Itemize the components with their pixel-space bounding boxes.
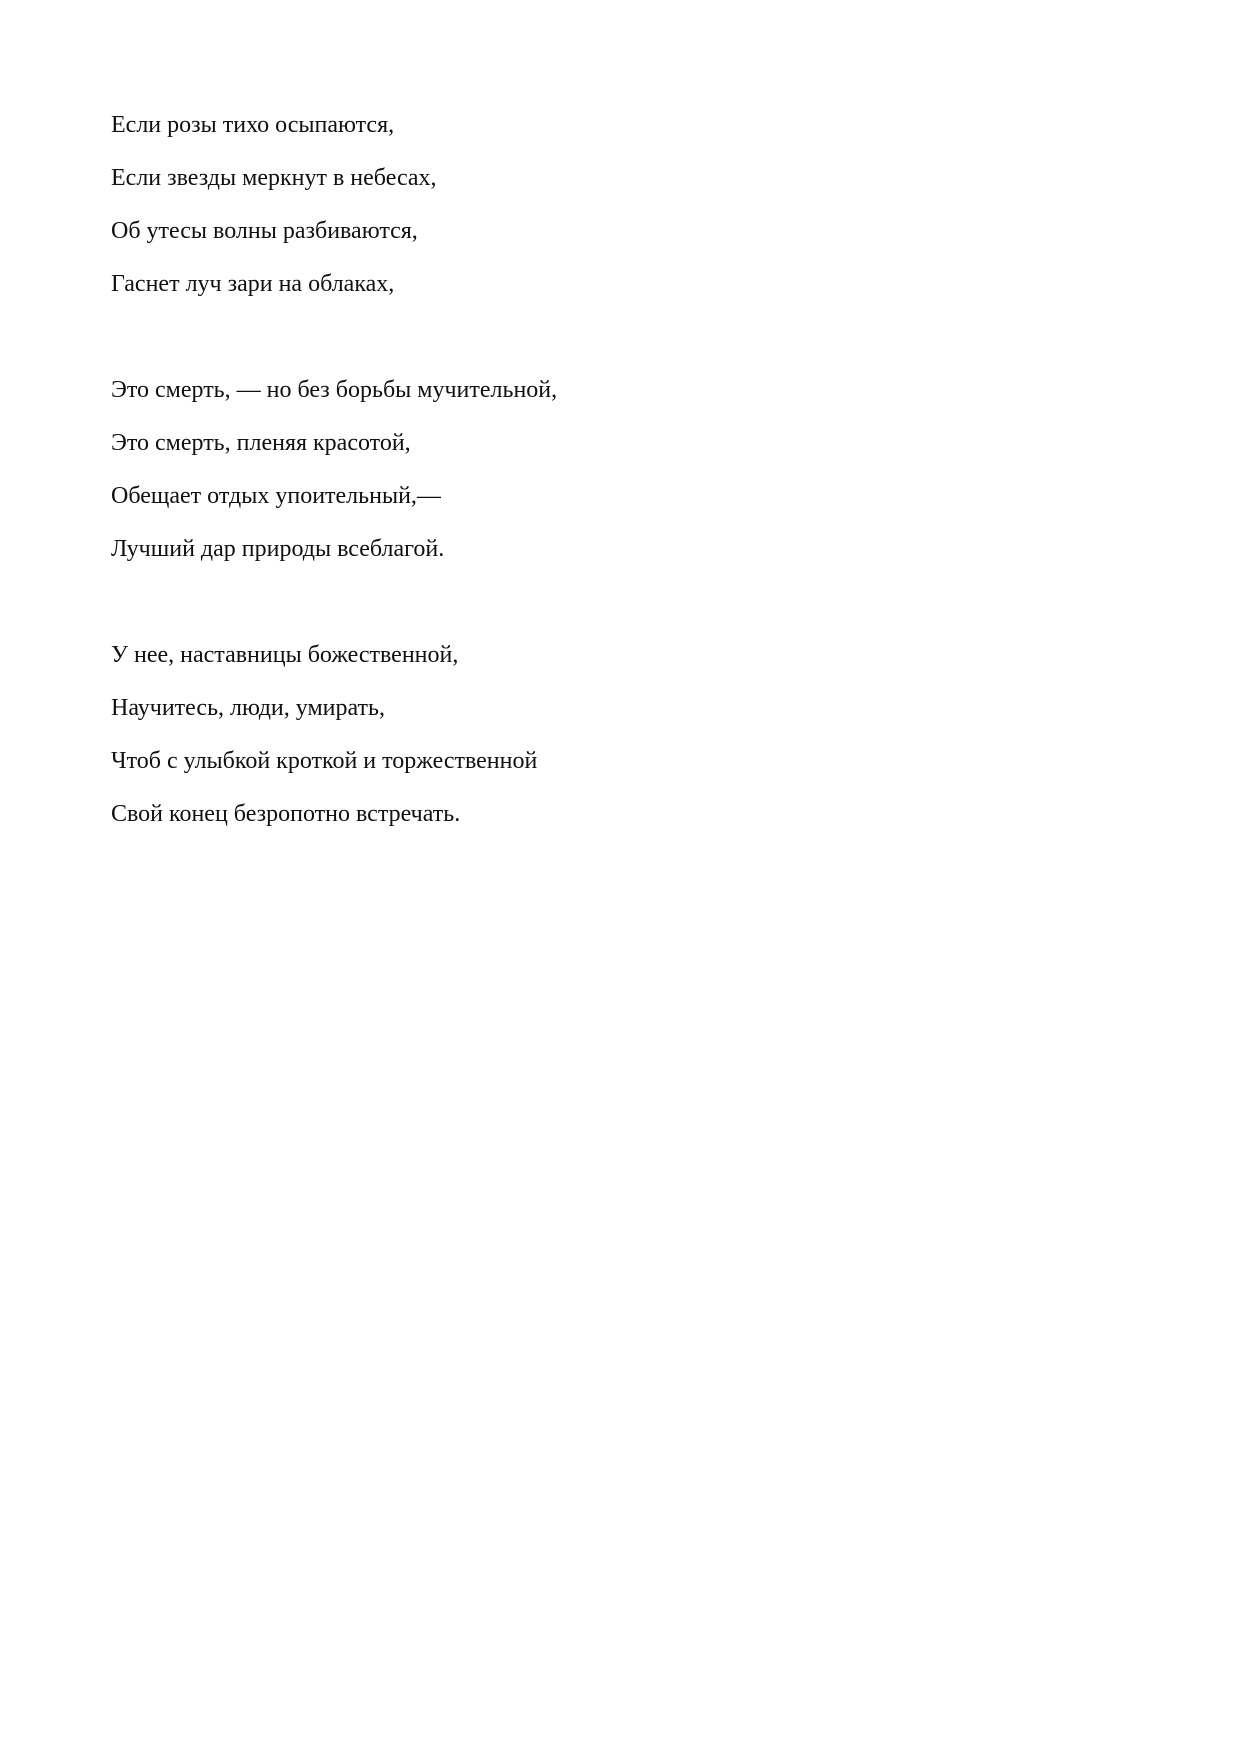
poem-line: Лучший дар природы всеблагой. xyxy=(111,536,445,562)
poem-line: Чтоб с улыбкой кроткой и торжественной xyxy=(111,748,538,774)
poem-line: Свой конец безропотно встречать. xyxy=(111,801,461,827)
stanza-3 xyxy=(111,640,1131,852)
poem-line: Если розы тихо осыпаются, xyxy=(111,112,395,138)
poem-line: Это смерть, — но без борьбы мучительной, xyxy=(111,377,558,403)
poem-line: Это смерть, пленяя красотой, xyxy=(111,430,411,456)
poem-line: У нее, наставницы божественной, xyxy=(111,642,459,668)
poem-line: Если звезды меркнут в небесах, xyxy=(111,165,437,191)
poem-line: Гаснет луч зари на облаках, xyxy=(111,271,395,297)
poem-line: Об утесы волны разбиваются, xyxy=(111,218,418,244)
poem-line: Обещает отдых упоительный,— xyxy=(111,483,441,509)
stanza-2 xyxy=(111,375,1131,587)
poem-line: Научитесь, люди, умирать, xyxy=(111,695,385,721)
poem xyxy=(111,110,1131,905)
stanza-1 xyxy=(111,110,1131,322)
